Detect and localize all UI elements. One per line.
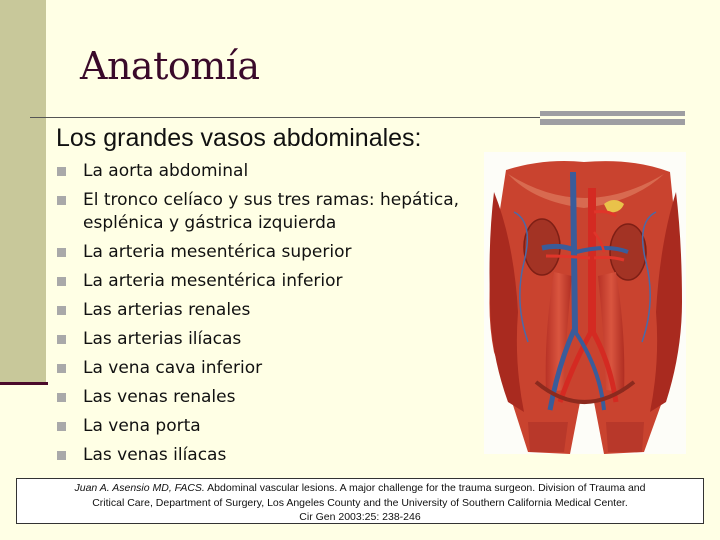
square-bullet-icon <box>57 422 66 431</box>
slide-title: Anatomía <box>80 44 260 88</box>
list-item <box>55 357 485 380</box>
list-item <box>55 386 485 409</box>
slide-subtitle: Los grandes vasos abdominales: <box>56 124 422 152</box>
list-item <box>55 299 485 322</box>
citation-box <box>16 478 704 524</box>
title-divider-bar-top <box>540 111 685 116</box>
title-divider-bar-bottom <box>540 119 685 125</box>
square-bullet-icon <box>57 335 66 344</box>
list-item <box>55 189 485 235</box>
list-item-label: La vena porta <box>83 416 201 436</box>
list-item <box>55 241 485 264</box>
title-divider <box>30 117 540 118</box>
citation-line-1 <box>17 481 703 496</box>
square-bullet-icon <box>57 248 66 257</box>
list-item-label: El tronco celíaco y sus tres ramas: hepática, esplénica y gástrica izquierda <box>83 190 460 233</box>
list-item-label: La arteria mesentérica superior <box>83 242 352 262</box>
vessel-list <box>55 160 485 473</box>
list-item-label: La arteria mesentérica inferior <box>83 271 343 291</box>
list-item <box>55 444 485 467</box>
list-item <box>55 160 485 183</box>
square-bullet-icon <box>57 196 66 205</box>
sidebar-accent-line <box>0 382 48 385</box>
list-item <box>55 270 485 293</box>
square-bullet-icon <box>57 451 66 460</box>
list-item-label: Las arterias renales <box>83 300 251 320</box>
square-bullet-icon <box>57 393 66 402</box>
list-item <box>55 415 485 438</box>
citation-line-3: Cir Gen 2003:25: 238-246 <box>299 511 421 523</box>
citation-line-2: Critical Care, Department of Surgery, Los Angeles County and the University of Southern California Medical Center. <box>92 496 628 509</box>
square-bullet-icon <box>57 167 66 176</box>
square-bullet-icon <box>57 277 66 286</box>
citation-author: Juan A. Asensio MD, FACS. <box>74 482 205 494</box>
list-item <box>55 328 485 351</box>
abdominal-vessels-illustration <box>484 152 686 454</box>
sidebar-band <box>0 0 46 384</box>
square-bullet-icon <box>57 364 66 373</box>
list-item-label: La aorta abdominal <box>83 161 249 181</box>
square-bullet-icon <box>57 306 66 315</box>
citation-text-1: Abdominal vascular lesions. A major challenge for the trauma surgeon. Division of Trauma and <box>207 482 646 494</box>
list-item-label: Las arterias ilíacas <box>83 329 242 349</box>
list-item-label: Las venas ilíacas <box>83 445 227 465</box>
list-item-label: Las venas renales <box>83 387 236 407</box>
list-item-label: La vena cava inferior <box>83 358 263 378</box>
anatomy-illustration <box>484 152 686 454</box>
